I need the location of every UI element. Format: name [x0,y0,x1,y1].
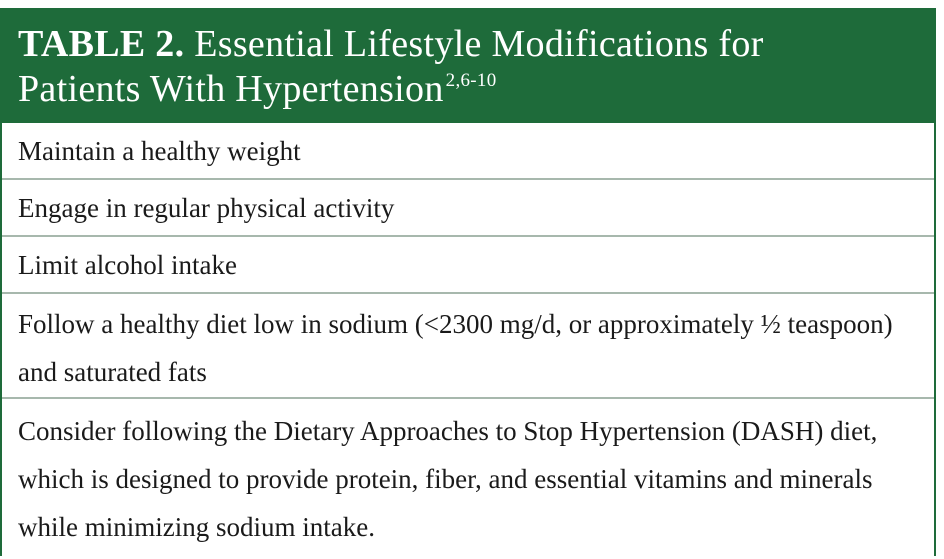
table-row: Follow a healthy diet low in sodium (<2300 mg/d, or approximately ½ teaspoon) and saturated fats [2,294,934,399]
table-row: Maintain a healthy weight [2,123,934,180]
lifestyle-modifications-table [0,8,936,556]
table-header [2,8,934,123]
table-title-line2: Patients With Hypertension [18,68,444,110]
table-label: TABLE 2. [18,23,185,65]
table-row: Limit alcohol intake [2,237,934,294]
table-title: Essential Lifestyle Modifications for [194,23,764,65]
table-row: Consider following the Dietary Approaches to Stop Hypertension (DASH) diet, which is designed to provide protein, fiber, and essential vitamins and minerals while minimizing sodium intake. [18,416,878,542]
table-citation: 2,6-10 [445,70,497,91]
table-row: Engage in regular physical activity [2,180,934,237]
